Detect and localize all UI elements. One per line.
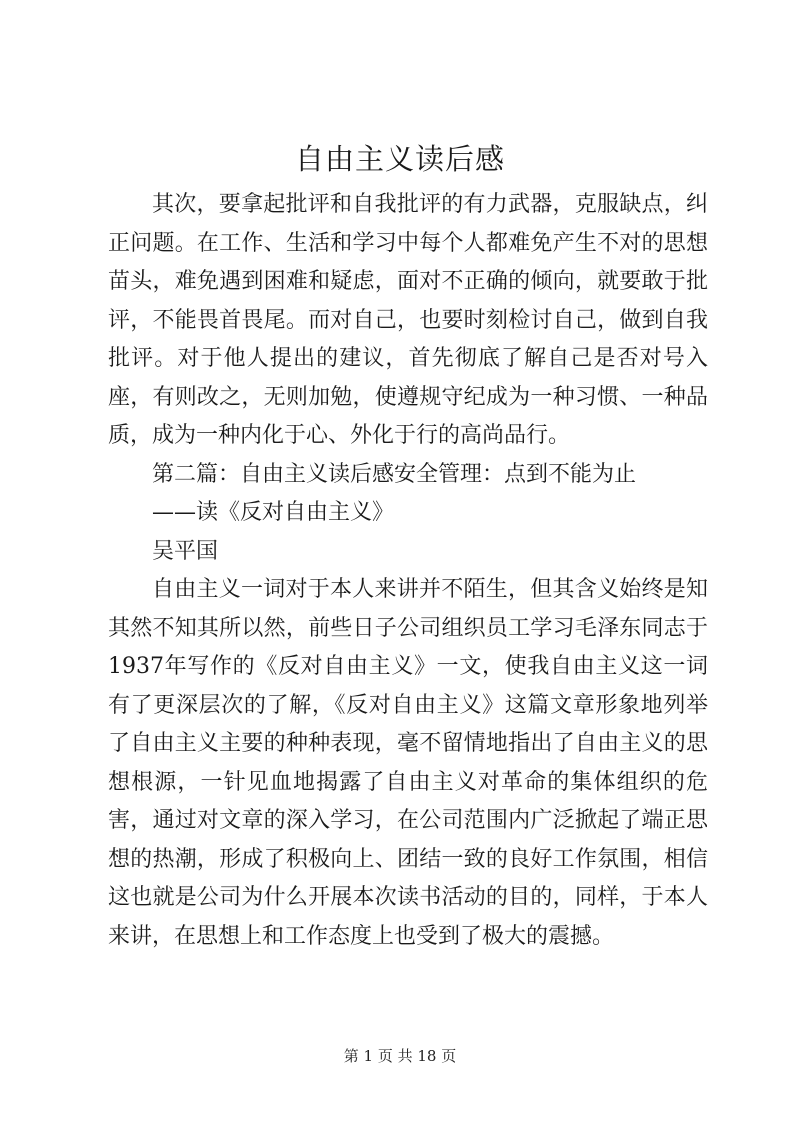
section-subtitle: ——读《反对自由主义》 bbox=[152, 500, 395, 525]
author-name: 吴平国 bbox=[152, 538, 219, 564]
page-number-footer: 第 1 页 共 18 页 bbox=[343, 1047, 457, 1065]
paragraph-criticism: 其次，要拿起批评和自我批评的有力武器，克服缺点，纠正问题。在工作、生活和学习中每个人都难免产生不对的思想苗头，难免遇到困难和疑虑，面对不正确的倾向，就要敢于批评，不能畏首畏尾。而对自己，也要时刻检讨自己，做到自我批评。对于他人提出的建议，首先彻底了解自己是否对号入座，有则改之，无则加勉，使遵规守纪成为一种习惯、一种品质，成为一种内化于心、外化于行的高尚品行。 bbox=[108, 192, 708, 448]
document-body bbox=[108, 186, 708, 956]
document-title: 自由主义读后感 bbox=[294, 142, 505, 176]
section-heading: 第二篇：自由主义读后感安全管理：点到不能为止 bbox=[152, 461, 637, 487]
paragraph-liberalism: 自由主义一词对于本人来讲并不陌生，但其含义始终是知其然不知其所以然，前些日子公司组织员工学习毛泽东同志于1937年写作的《反对自由主义》一文，使我自由主义这一词有了更深层次的了解，《反对自由主义》这篇文章形象地列举了自由主义主要的种种表现，毫不留情地指出了自由主义的思想根源，一针见血地揭露了自由主义对革命的集体组织的危害，通过对文章的深入学习，在公司范围内广泛掀起了端正思想的热潮，形成了积极向上、团结一致的良好工作氛围，相信这也就是公司为什么开展本次读书活动的目的，同样，于本人来讲，在思想上和工作态度上也受到了极大的震撼。 bbox=[108, 577, 708, 949]
